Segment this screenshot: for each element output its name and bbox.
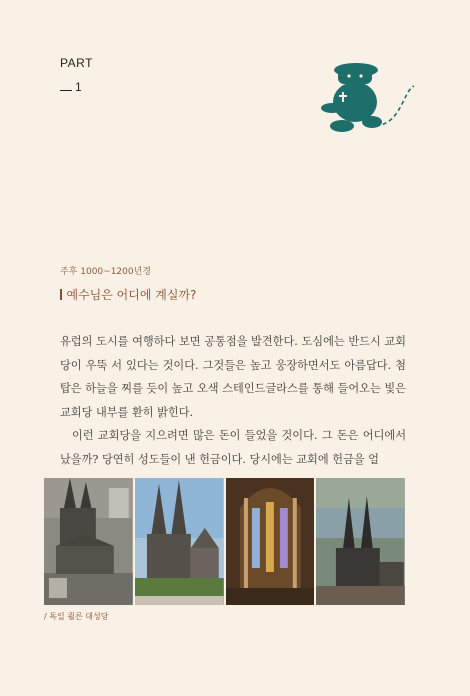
part-number-value: 1 [75, 80, 82, 94]
era-label: 주후 1000~1200년경 [60, 267, 151, 277]
paragraph-1: 유럽의 도시를 여행하다 보면 공통점을 발견한다. 도심에는 반드시 교회당이 우뚝 서 있다는 것이다. 그것들은 높고 웅장하면서도 아름답다. 첨탑은 하늘을 찌를 듯이 높고 오색 스테인드글라스를 통해 들어오는 빛은 교회당 내부를 환히 밝힌다. [60, 335, 406, 419]
mascot-illustration [312, 52, 418, 138]
photo-front-facade [135, 478, 224, 605]
paragraph-2: 이런 교회당을 지으려면 많은 돈이 들었을 것이다. 그 돈은 어디에서 났을까? 당연히 성도들이 낸 헌금이다. 당시에는 교회에 헌금을 얼 [60, 429, 406, 466]
photo-riverside-view [316, 478, 405, 605]
photo-strip [44, 478, 405, 605]
heading-bar [60, 289, 62, 300]
photo-aerial-view [44, 478, 133, 605]
part-dash [60, 90, 72, 91]
photo-interior-nave [226, 478, 315, 605]
body-text [60, 330, 406, 472]
section-title: 예수님은 어디에 계실까? [66, 288, 197, 302]
part-label: PART [60, 56, 93, 70]
section-heading [60, 286, 196, 303]
figure-caption: / 독일 쾰른 대성당 [44, 612, 109, 621]
part-number [60, 80, 82, 94]
